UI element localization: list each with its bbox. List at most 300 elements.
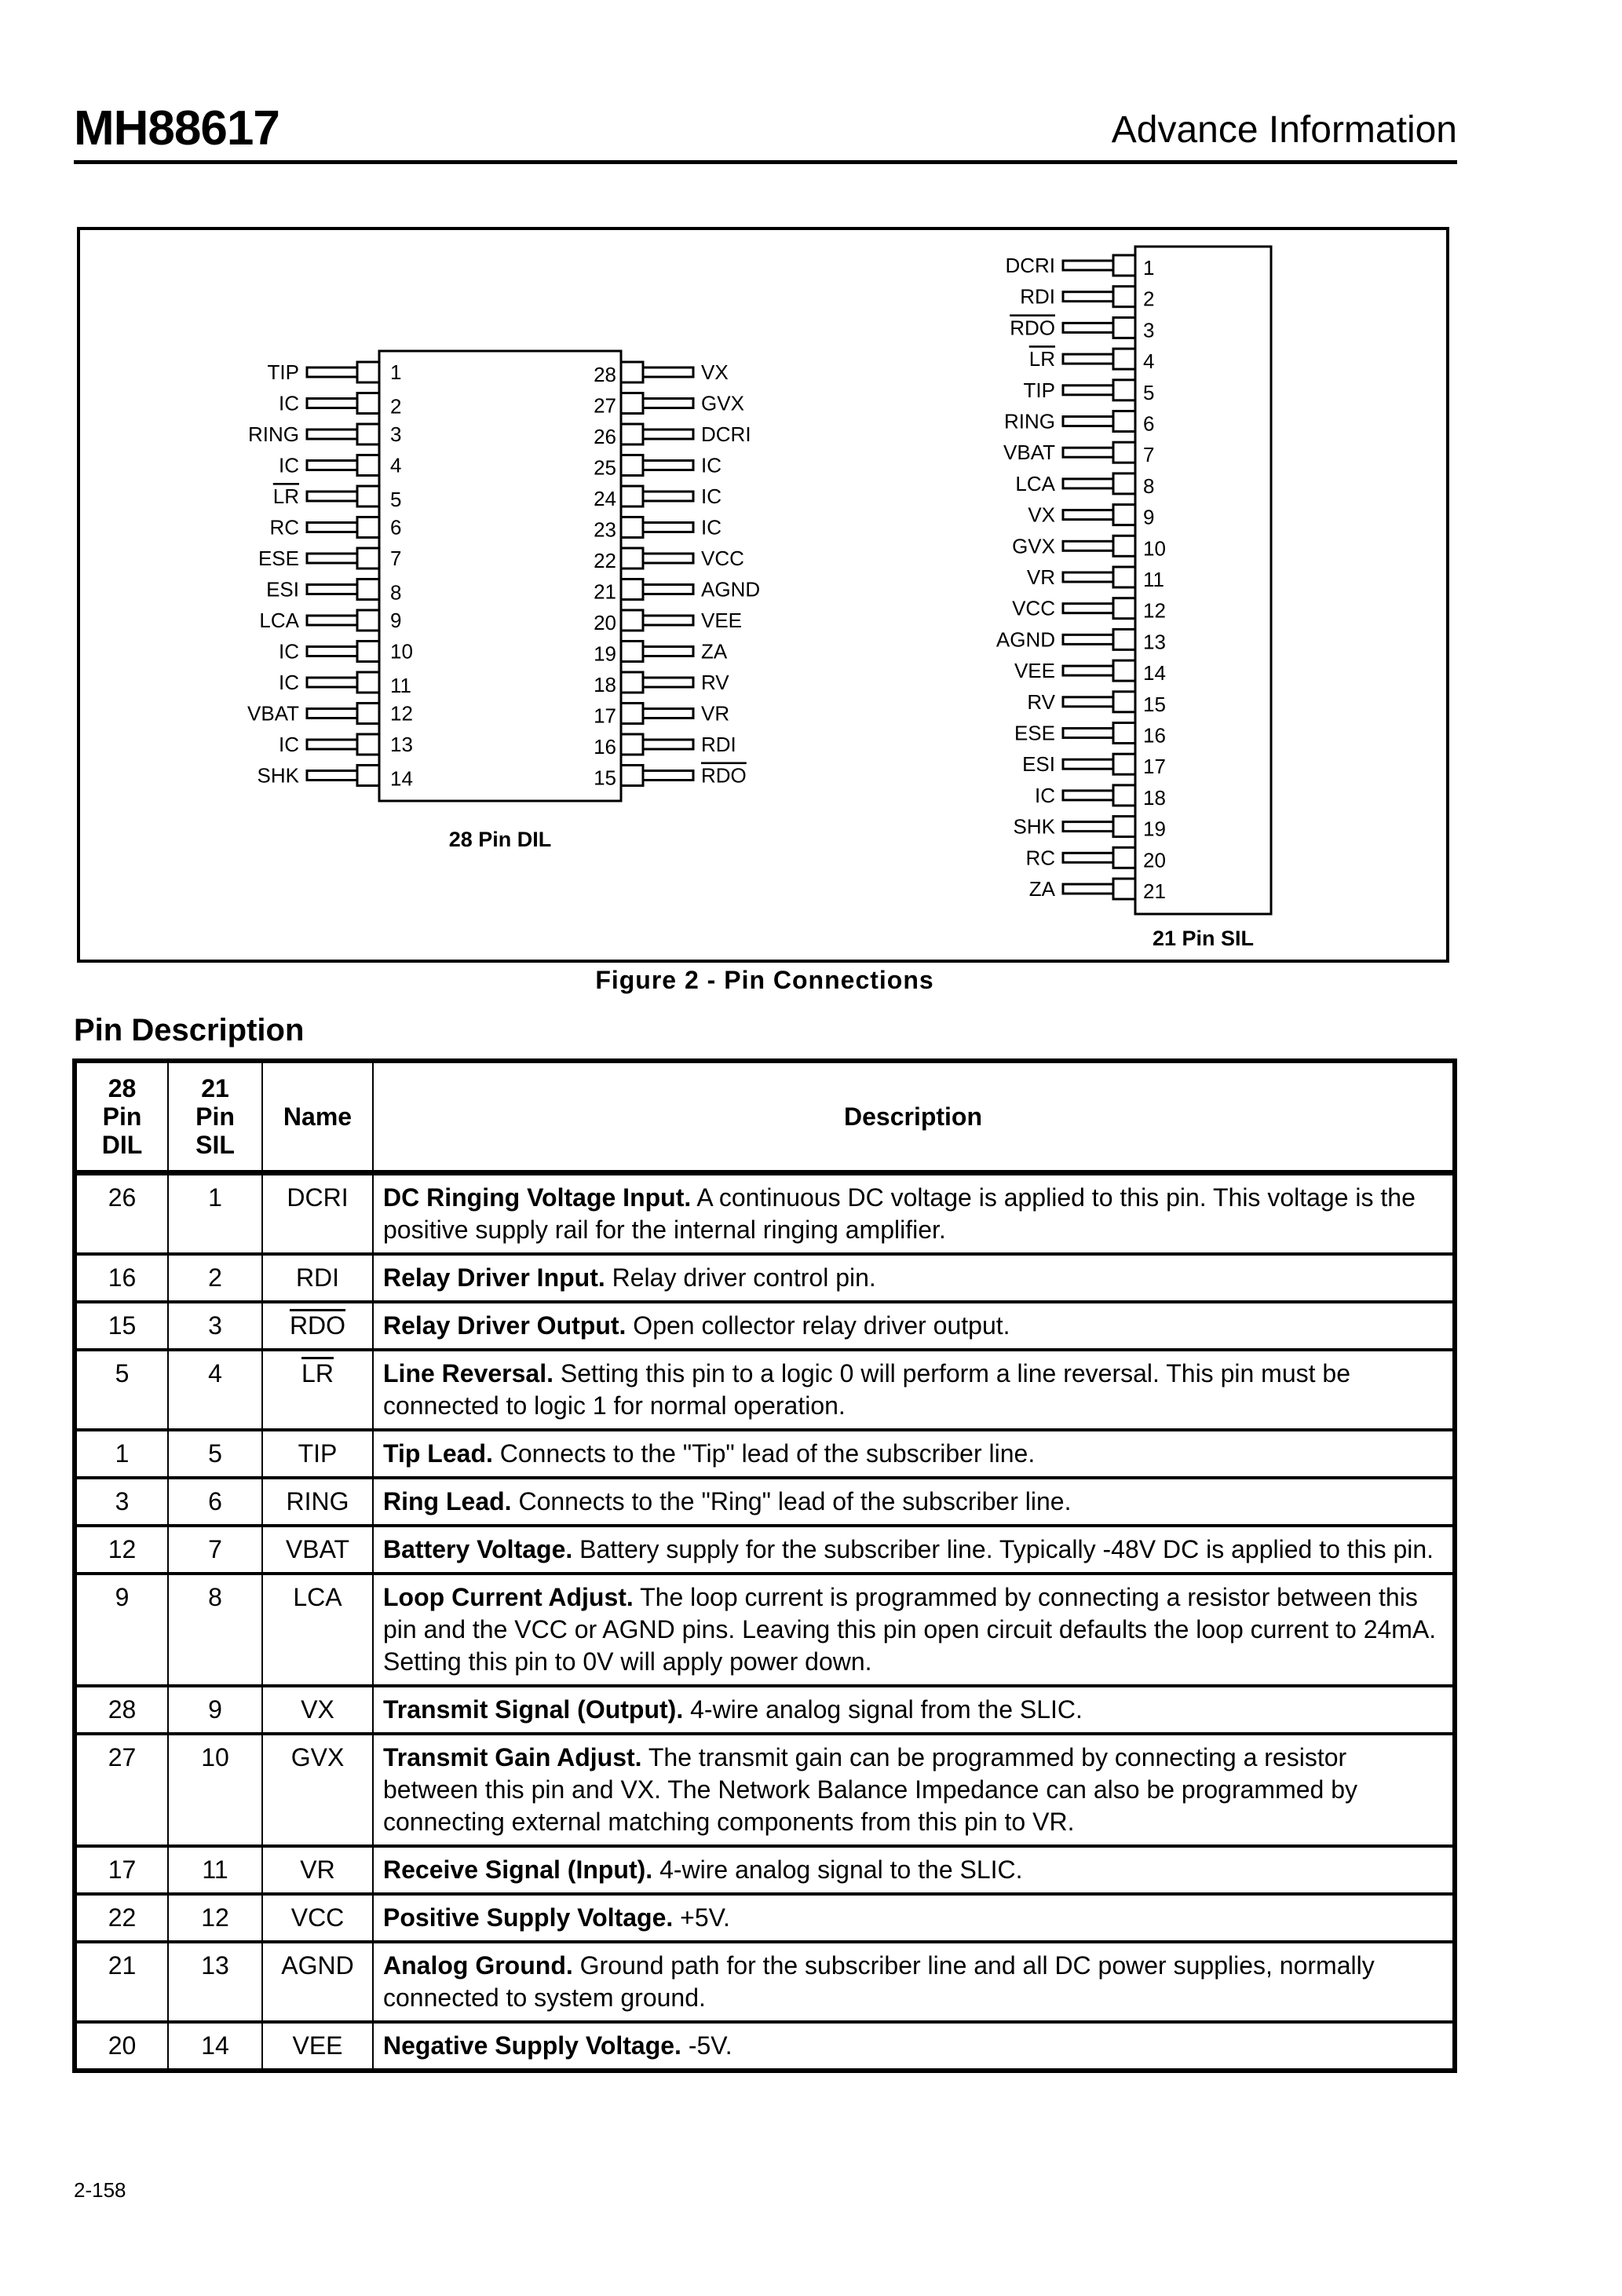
dil-pin-name: RING [248, 422, 299, 446]
sil-pin-cell: 2 [168, 1254, 262, 1302]
figure-caption: Figure 2 - Pin Connections [595, 966, 934, 994]
sil-pin-number: 14 [1143, 661, 1166, 686]
table-body [75, 1173, 1455, 2071]
pin-name-cell [262, 2022, 373, 2071]
pin-lead-icon [307, 771, 357, 781]
dil-package-diagram [247, 351, 760, 851]
sil-pin-name: TIP [1023, 378, 1055, 402]
sil-pin-number: 9 [1143, 505, 1155, 529]
pin-lead-icon [643, 523, 693, 532]
pin-stub-icon [621, 579, 643, 600]
dil-pin-cell: 27 [75, 1734, 168, 1846]
pin-name-cell [262, 1350, 373, 1430]
dil-pin-name: VX [701, 360, 729, 384]
dil-pin-number: 10 [390, 639, 413, 664]
dil-pin-cell: 20 [75, 2022, 168, 2071]
pin-description-cell [373, 1350, 1455, 1430]
dil-pin-number: 20 [594, 611, 616, 634]
pin-stub-icon [357, 517, 379, 538]
sil-pin-name: ESE [1014, 721, 1055, 745]
pin-name: VEE [292, 2031, 343, 2060]
pin-description-text: 4-wire analog signal to the SLIC. [652, 1855, 1023, 1884]
pin-lead-icon [643, 585, 693, 594]
dil-pin-number: 1 [390, 360, 402, 384]
pin-term: Positive Supply Voltage. [383, 1903, 674, 1932]
sil-pin-number: 4 [1143, 349, 1155, 374]
table-row [75, 1942, 1455, 2022]
sil-pin-cell: 6 [168, 1478, 262, 1526]
dil-pin-number: 19 [594, 642, 616, 666]
pin-stub-icon [1113, 380, 1135, 400]
pin-stub-icon [621, 642, 643, 662]
pin-name: VBAT [285, 1535, 350, 1563]
pin-description-text: A continuous DC voltage is applied to this pin. This voltage is the positive supply rail for the internal ringing amplifier. [383, 1183, 1416, 1244]
sil-pin-name: RDI [1020, 284, 1055, 309]
pin-lead-icon [643, 554, 693, 563]
table-row [75, 1350, 1455, 1430]
pin-description-cell [373, 1894, 1455, 1942]
pin-term: Loop Current Adjust. [383, 1583, 634, 1611]
sil-pin-cell: 1 [168, 1173, 262, 1255]
dil-pin-name: IC [279, 733, 299, 756]
pin-name: VX [301, 1695, 334, 1724]
pin-description-cell [373, 1574, 1455, 1686]
sil-pin-name: RC [1025, 846, 1055, 870]
pin-description-cell [373, 1254, 1455, 1302]
pin-lead-icon [307, 399, 357, 408]
dil-pin-number: 6 [390, 515, 402, 539]
pin-term: Receive Signal (Input). [383, 1855, 653, 1884]
table-row [75, 1574, 1455, 1686]
sil-pin-number: 8 [1143, 473, 1155, 498]
pin-description-text: 4-wire analog signal from the SLIC. [683, 1695, 1083, 1724]
column-header-name: Name [262, 1061, 373, 1173]
sil-pin-cell: 9 [168, 1686, 262, 1734]
pin-lead-icon [307, 430, 357, 439]
pin-stub-icon [1113, 660, 1135, 681]
pin-description-cell [373, 1478, 1455, 1526]
table-row [75, 1526, 1455, 1574]
pin-stub-icon [1113, 536, 1135, 556]
dil-pin-number: 22 [594, 549, 616, 572]
pin-connections-figure [77, 227, 1449, 963]
pin-description-text: Ground path for the subscriber line and all DC power supplies, normally connected to system ground. [383, 1951, 1375, 2012]
pin-lead-icon [1063, 292, 1113, 302]
sil-pin-number: 17 [1143, 755, 1166, 779]
pin-lead-icon [307, 367, 357, 377]
pin-stub-icon [621, 548, 643, 569]
pin-lead-icon [1063, 604, 1113, 613]
sil-pin-name: LR [1028, 347, 1055, 371]
pin-name-cell [262, 1686, 373, 1734]
pin-stub-icon [357, 486, 379, 506]
pin-stub-icon [621, 766, 643, 786]
sil-pin-name: IC [1035, 783, 1055, 807]
dil-pin-name: GVX [701, 391, 744, 415]
pin-lead-icon [1063, 354, 1113, 364]
pin-diagram [80, 230, 1446, 960]
dil-pin-cell: 21 [75, 1942, 168, 2022]
pin-description-cell [373, 1302, 1455, 1350]
dil-pin-name: RDI [701, 733, 736, 756]
table-row [75, 1302, 1455, 1350]
dil-pin-name: IC [279, 639, 299, 664]
pin-term: Tip Lead. [383, 1439, 493, 1468]
sil-pin-name: VEE [1014, 659, 1055, 683]
sil-package-diagram [996, 247, 1271, 950]
table-row [75, 1894, 1455, 1942]
dil-pin-number: 21 [594, 579, 616, 604]
dil-pin-name: IC [701, 453, 721, 477]
dil-pin-number: 25 [594, 455, 616, 480]
sil-pin-number: 5 [1143, 380, 1155, 404]
sil-pin-cell: 7 [168, 1526, 262, 1574]
pin-lead-icon [307, 492, 357, 501]
sil-pin-cell: 12 [168, 1894, 262, 1942]
pin-stub-icon [1113, 785, 1135, 806]
pin-lead-icon [307, 740, 357, 749]
pin-lead-icon [643, 647, 693, 656]
pin-stub-icon [1113, 505, 1135, 525]
pin-term: Line Reversal. [383, 1359, 553, 1387]
pin-name: RDI [295, 1263, 340, 1292]
pin-stub-icon [357, 672, 379, 693]
pin-lead-icon [307, 523, 357, 532]
dil-pin-name: AGND [701, 577, 761, 601]
pin-name: AGND [281, 1951, 354, 1980]
pin-description-cell [373, 1734, 1455, 1846]
dil-pin-name: DCRI [701, 422, 751, 446]
dil-pin-number: 28 [594, 363, 616, 386]
sil-pin-name: LCA [1015, 471, 1055, 495]
sil-pin-number: 12 [1143, 598, 1166, 623]
dil-pin-number: 4 [390, 453, 402, 477]
sil-pin-name: GVX [1012, 534, 1055, 558]
pin-name: LCA [293, 1583, 342, 1611]
pin-stub-icon [357, 455, 379, 476]
dil-pin-name: IC [701, 515, 721, 539]
pin-lead-icon [1063, 884, 1113, 894]
sil-package-label: 21 Pin SIL [1152, 927, 1255, 950]
pin-description-text: Battery supply for the subscriber line. Typically -48V DC is applied to this pin. [572, 1535, 1434, 1563]
pin-description-cell [373, 1526, 1455, 1574]
sil-pin-cell: 5 [168, 1430, 262, 1478]
dil-pin-name: LCA [259, 609, 299, 632]
sil-pin-name: ZA [1028, 877, 1055, 901]
table-row [75, 1173, 1455, 1255]
pin-lead-icon [643, 367, 693, 377]
pin-stub-icon [1113, 723, 1135, 744]
pin-lead-icon [307, 461, 357, 470]
dil-pin-number: 16 [594, 735, 616, 759]
dil-pin-name: IC [279, 391, 299, 415]
dil-pin-cell: 5 [75, 1350, 168, 1430]
pin-stub-icon [357, 424, 379, 444]
sil-pin-name: RV [1027, 689, 1055, 714]
pin-stub-icon [357, 610, 379, 631]
pin-name-cell [262, 1942, 373, 2022]
document-title: MH88617 [74, 101, 279, 155]
pin-description-text: -5V. [681, 2031, 732, 2060]
document-status: Advance Information [1111, 109, 1457, 151]
pin-stub-icon [357, 734, 379, 755]
table-row [75, 1686, 1455, 1734]
pin-description-text: The transmit gain can be programmed by connecting a resistor between this pin and VX. The Network Balance Impedance can also be programmed by connecting external matching components from this pin to VR. [383, 1743, 1358, 1836]
dil-pin-name: TIP [267, 360, 299, 384]
pin-lead-icon [307, 647, 357, 656]
pin-description-text: Relay driver control pin. [605, 1263, 876, 1292]
pin-term: Negative Supply Voltage. [383, 2031, 681, 2060]
dil-pin-cell: 28 [75, 1686, 168, 1734]
dil-pin-number: 23 [594, 517, 616, 542]
sil-pin-cell: 14 [168, 2022, 262, 2071]
pin-stub-icon [621, 704, 643, 724]
table-row [75, 1254, 1455, 1302]
pin-description-table [72, 1058, 1457, 2073]
pin-lead-icon [643, 430, 693, 439]
sil-pin-cell: 3 [168, 1302, 262, 1350]
pin-name-cell [262, 1478, 373, 1526]
pin-name-cell [262, 1173, 373, 1255]
dil-pin-name: VEE [701, 609, 743, 632]
pin-name: TIP [298, 1439, 338, 1468]
pin-lead-icon [1063, 541, 1113, 550]
dil-pin-number: 14 [390, 766, 413, 791]
pin-stub-icon [1113, 411, 1135, 432]
pin-lead-icon [1063, 697, 1113, 707]
sil-pin-name: RING [1004, 409, 1055, 433]
pin-lead-icon [1063, 853, 1113, 862]
dil-pin-name: ESE [258, 547, 299, 570]
dil-pin-name: LR [272, 484, 299, 508]
sil-pin-number: 1 [1143, 256, 1155, 280]
dil-pin-cell: 12 [75, 1526, 168, 1574]
pin-stub-icon [357, 362, 379, 382]
pin-stub-icon [1113, 287, 1135, 307]
sil-pin-cell: 11 [168, 1846, 262, 1894]
pin-name-cell [262, 1574, 373, 1686]
pin-lead-icon [307, 709, 357, 718]
dil-pin-number: 3 [390, 422, 402, 446]
table-row [75, 1734, 1455, 1846]
pin-name: DCRI [287, 1183, 349, 1212]
pin-lead-icon [1063, 417, 1113, 426]
pin-lead-icon [307, 616, 357, 625]
pin-term: Relay Driver Output. [383, 1311, 627, 1340]
pin-stub-icon [621, 734, 643, 755]
pin-description-cell [373, 2022, 1455, 2071]
pin-lead-icon [307, 585, 357, 594]
dil-pin-cell: 3 [75, 1478, 168, 1526]
pin-term: Analog Ground. [383, 1951, 573, 1980]
sil-pin-number: 10 [1143, 536, 1166, 561]
dil-body [379, 351, 621, 801]
dil-pin-name: IC [701, 484, 721, 508]
dil-pin-number: 2 [390, 394, 402, 419]
pin-description-cell [373, 1686, 1455, 1734]
pin-name: $\overline{RDO}$ [289, 1311, 346, 1340]
dil-pin-number: 8 [390, 580, 402, 605]
pin-term: Transmit Gain Adjust. [383, 1743, 642, 1771]
pin-lead-icon [1063, 448, 1113, 457]
pin-stub-icon [621, 393, 643, 414]
sil-pin-number: 6 [1143, 411, 1155, 436]
pin-term: Ring Lead. [383, 1487, 512, 1515]
pin-description-text: Setting this pin to a logic 0 will perform a line reversal. This pin must be connected to logic 1 for normal operation. [383, 1359, 1350, 1420]
sil-pin-number: 15 [1143, 692, 1166, 716]
pin-name-cell [262, 1254, 373, 1302]
pin-stub-icon [1113, 255, 1135, 276]
dil-pin-number: 7 [390, 547, 402, 570]
dil-package-label: 28 Pin DIL [448, 828, 552, 851]
pin-name-cell [262, 1846, 373, 1894]
column-header-description: Description [373, 1061, 1455, 1173]
pin-description-text: Connects to the "Tip" lead of the subscriber line. [492, 1439, 1036, 1468]
pin-description-text: Connects to the "Ring" lead of the subscriber line. [511, 1487, 1072, 1515]
sil-pin-name: VR [1026, 565, 1055, 589]
pin-lead-icon [1063, 323, 1113, 332]
header-divider [74, 160, 1457, 164]
pin-lead-icon [643, 771, 693, 781]
pin-stub-icon [357, 579, 379, 600]
dil-pin-number: 17 [594, 704, 616, 728]
pin-stub-icon [1113, 847, 1135, 868]
pin-description-text: The loop current is programmed by connecting a resistor between this pin and the VCC or AGND pins. Leaving this pin open circuit defaults the loop current to 24mA. Setting this pin to 0V will apply power down. [383, 1583, 1437, 1676]
dil-pin-name: RDO [701, 763, 747, 788]
pin-lead-icon [1063, 729, 1113, 738]
pin-lead-icon [1063, 634, 1113, 644]
pin-stub-icon [357, 548, 379, 569]
dil-pin-number: 5 [390, 488, 402, 511]
dil-pin-cell: 17 [75, 1846, 168, 1894]
pin-lead-icon [643, 740, 693, 749]
pin-lead-icon [307, 554, 357, 563]
pin-name-cell [262, 1526, 373, 1574]
dil-pin-name: IC [279, 453, 299, 477]
sil-pin-number: 21 [1143, 879, 1166, 903]
pin-name-cell [262, 1302, 373, 1350]
dil-pin-number: 24 [594, 487, 616, 510]
sil-pin-number: 16 [1143, 723, 1166, 748]
pin-stub-icon [1113, 442, 1135, 462]
dil-pin-name: VCC [701, 547, 744, 570]
dil-pin-number: 18 [594, 673, 616, 696]
pin-lead-icon [643, 678, 693, 687]
pin-stub-icon [621, 424, 643, 444]
pin-term: Battery Voltage. [383, 1535, 573, 1563]
pin-name-cell [262, 1734, 373, 1846]
pin-description-cell [373, 1173, 1455, 1255]
dil-pin-name: RC [269, 515, 299, 539]
page-number: 2-158 [74, 2178, 126, 2202]
pin-stub-icon [621, 486, 643, 506]
pin-stub-icon [1113, 817, 1135, 837]
sil-pin-name: DCRI [1005, 254, 1055, 277]
pin-stub-icon [621, 672, 643, 693]
pin-stub-icon [357, 704, 379, 724]
table-row [75, 2022, 1455, 2071]
sil-pin-name: ESI [1022, 752, 1055, 777]
pin-stub-icon [1113, 692, 1135, 712]
pin-stub-icon [1113, 754, 1135, 774]
dil-pin-cell: 22 [75, 1894, 168, 1942]
section-heading: Pin Description [74, 1013, 305, 1047]
pin-stub-icon [621, 517, 643, 538]
pin-stub-icon [621, 610, 643, 631]
dil-pin-number: 12 [390, 701, 413, 726]
sil-pin-number: 19 [1143, 817, 1166, 841]
pin-lead-icon [1063, 822, 1113, 832]
pin-term: Relay Driver Input. [383, 1263, 605, 1292]
dil-pin-name: ZA [701, 639, 728, 664]
sil-pin-cell: 13 [168, 1942, 262, 2022]
pin-stub-icon [1113, 473, 1135, 494]
pin-lead-icon [643, 461, 693, 470]
sil-pin-name: AGND [995, 627, 1055, 652]
pin-lead-icon [643, 399, 693, 408]
sil-pin-cell: 4 [168, 1350, 262, 1430]
dil-pin-name: IC [279, 671, 299, 694]
sil-pin-name: VBAT [1003, 441, 1055, 465]
pin-stub-icon [1113, 629, 1135, 649]
dil-pin-cell: 15 [75, 1302, 168, 1350]
sil-pin-cell: 10 [168, 1734, 262, 1846]
sil-pin-number: 2 [1143, 287, 1155, 311]
pin-name: $\overline{LR}$ [301, 1359, 334, 1387]
pin-description-cell [373, 1942, 1455, 2022]
dil-pin-cell: 26 [75, 1173, 168, 1255]
pin-description-text: Open collector relay driver output. [626, 1311, 1010, 1340]
sil-pin-cell: 8 [168, 1574, 262, 1686]
pin-stub-icon [1113, 567, 1135, 587]
sil-pin-number: 7 [1143, 443, 1155, 467]
pin-lead-icon [1063, 759, 1113, 769]
dil-pin-name: RV [701, 671, 729, 694]
dil-pin-number: 26 [594, 425, 616, 448]
pin-term: Transmit Signal (Output). [383, 1695, 684, 1724]
pin-lead-icon [1063, 510, 1113, 520]
pin-lead-icon [1063, 386, 1113, 395]
pin-name: RING [286, 1487, 349, 1515]
table-row [75, 1430, 1455, 1478]
pin-name: VCC [290, 1903, 345, 1932]
pin-lead-icon [1063, 572, 1113, 582]
sil-pin-number: 11 [1143, 568, 1164, 591]
pin-lead-icon [1063, 479, 1113, 488]
pin-lead-icon [1063, 791, 1113, 800]
pin-lead-icon [643, 616, 693, 625]
dil-pin-name: ESI [266, 577, 299, 601]
sil-pin-name: VCC [1012, 596, 1055, 620]
pin-stub-icon [357, 393, 379, 414]
dil-pin-number: 27 [594, 393, 616, 418]
table-row [75, 1846, 1455, 1894]
pin-lead-icon [1063, 261, 1113, 270]
dil-pin-name: VBAT [247, 701, 299, 726]
dil-pin-cell: 9 [75, 1574, 168, 1686]
pin-name: VR [300, 1855, 335, 1884]
dil-pin-number: 15 [594, 766, 616, 790]
dil-pin-name: SHK [257, 763, 299, 788]
pin-lead-icon [307, 678, 357, 687]
pin-stub-icon [357, 642, 379, 662]
pin-stub-icon [1113, 317, 1135, 338]
dil-pin-number: 11 [390, 674, 411, 697]
pin-name-cell [262, 1430, 373, 1478]
pin-lead-icon [643, 492, 693, 501]
column-header-dil: 28 Pin DIL [75, 1061, 168, 1173]
pin-description-cell [373, 1846, 1455, 1894]
